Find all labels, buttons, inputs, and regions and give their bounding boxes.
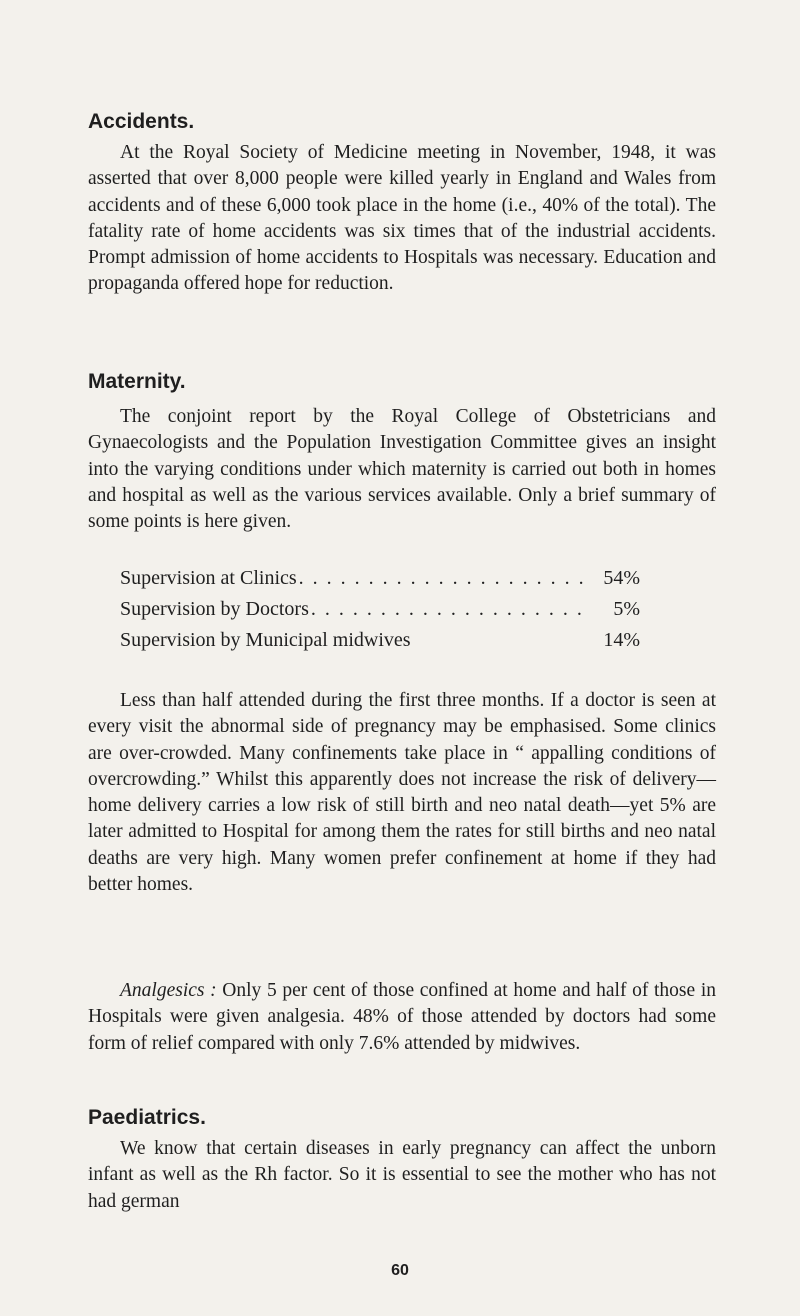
section-heading-accidents: Accidents.: [88, 110, 195, 133]
section-heading-paediatrics: Paediatrics.: [88, 1106, 206, 1129]
supervision-label: Supervision by Doctors: [120, 598, 309, 620]
supervision-label: Supervision at Clinics: [120, 567, 297, 589]
supervision-row: [120, 625, 640, 656]
supervision-value: 54%: [603, 567, 640, 589]
analgesics-paragraph: [88, 978, 716, 1057]
supervision-row: [120, 594, 640, 625]
dot-leader: [309, 594, 588, 625]
maternity-body-paragraph: Less than half attended during the first three months. If a doctor is seen at every visit the abnormal side of pregnancy may be emphasised. Some clinics are over-crowded. Many confinements take place in “ appalling conditions of overcrowding.” Whilst this apparently does not increase the risk of delivery—home delivery carries a low risk of still birth and neo natal death—yet 5% are later admitted to Hospital for among them the rates for still births and neo natal deaths are very high. Many women prefer confinement at home if they had better homes.: [88, 690, 716, 896]
analgesics-label: Analgesics :: [120, 980, 217, 1001]
dot-leader: [297, 563, 588, 594]
section-heading-maternity: Maternity.: [88, 370, 186, 393]
supervision-row: [120, 563, 640, 594]
supervision-value: 5%: [613, 598, 640, 620]
page-number: 60: [391, 1262, 409, 1279]
maternity-intro-paragraph: The conjoint report by the Royal College of Obstetricians and Gynaecologists and the Population Investigation Committee gives an insight into the varying conditions under which maternity is carried out both in homes and hospital as well as the various services available. Only a brief summary of some points is here given.: [88, 406, 716, 533]
analgesics-text: Only 5 per cent of those confined at home and half of those in Hospitals were given analgesia. 48% of those attended by doctors had some form of relief compared with only 7.6% attended by midwives.: [88, 980, 716, 1054]
supervision-value: 14%: [603, 629, 640, 651]
dot-leader: [411, 625, 588, 656]
supervision-label: Supervision by Municipal midwives: [120, 629, 411, 651]
supervision-list: [120, 563, 640, 656]
paediatrics-paragraph: We know that certain diseases in early pregnancy can affect the unborn infant as well as the Rh factor. So it is essential to see the mother who has not had german: [88, 1138, 716, 1212]
accidents-paragraph: At the Royal Society of Medicine meeting in November, 1948, it was asserted that over 8,000 people were killed yearly in England and Wales from accidents and of these 6,000 took place in the home (i.e., 40% of the total). The fatality rate of home accidents was six times that of the industrial accidents. Prompt admission of home accidents to Hospitals was necessary. Education and propaganda offered hope for reduction.: [88, 142, 716, 295]
